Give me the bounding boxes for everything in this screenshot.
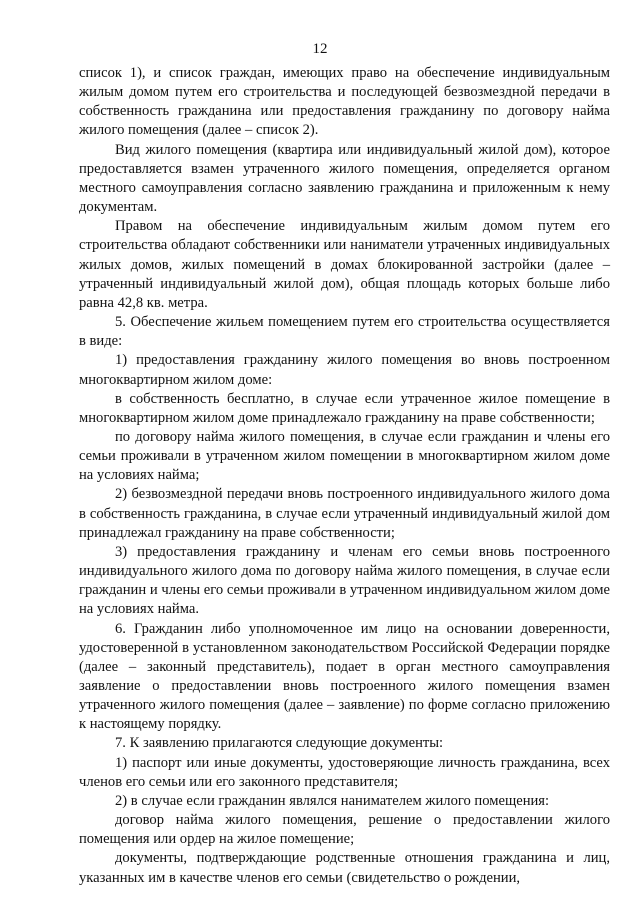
paragraph: договор найма жилого помещения, решение о предоставлении жилого помещения или ордер на жилое помещение; xyxy=(79,812,610,848)
paragraph: документы, подтверждающие родственные отношения гражданина и лиц, указанных им в качестве членов его семьи (свидетельство о рождении, xyxy=(79,850,610,886)
document-body xyxy=(79,64,610,888)
paragraph: 1) предоставления гражданину жилого помещения во вновь построенном многоквартирном жилом доме: xyxy=(79,352,610,388)
paragraph: 6. Гражданин либо уполномоченное им лицо на основании доверенности, удостоверенной в установленном законодательством Российской Федерации порядке (далее – законный представитель), подает в орган местного самоуправления заявление о предоставлении вновь построенного жилого помещения взамен утраченного жилого помещения (далее – заявление) по форме согласно приложению к настоящему порядку. xyxy=(79,620,610,733)
paragraph: в собственность бесплатно, в случае если утраченное жилое помещение в многоквартирном жилом доме принадлежало гражданину на праве собственности; xyxy=(79,390,610,426)
page-number: 12 xyxy=(312,41,328,57)
paragraph: Вид жилого помещения (квартира или индивидуальный жилой дом), которое предоставляется взамен утраченного жилого помещения, определяется органом местного самоуправления согласно заявлению гражданина и приложенным к нему документам. xyxy=(79,141,610,216)
paragraph: список 1), и список граждан, имеющих право на обеспечение индивидуальным жилым домом путем его строительства и последующей безвозмездной передачи в собственность гражданина или предоставления гражданину по договору найма жилого помещения (далее – список 2). xyxy=(79,65,610,139)
paragraph: 2) в случае если гражданин являлся нанимателем жилого помещения: xyxy=(115,792,550,809)
paragraph: Правом на обеспечение индивидуальным жилым домом путем его строительства обладают собственники или наниматели утраченных индивидуальных жилых домов, жилых помещений в домах блокированной застройки (далее – утраченный индивидуальный жилой дом), общая площадь которых больше либо равна 42,8 кв. метра. xyxy=(79,218,610,311)
paragraph: 1) паспорт или иные документы, удостоверяющие личность гражданина, всех членов его семьи или его законного представителя; xyxy=(79,754,610,790)
paragraph: по договору найма жилого помещения, в случае если гражданин и члены его семьи проживали в утраченном жилом помещении в многоквартирном жилом доме на условиях найма; xyxy=(79,428,610,484)
paragraph: 7. К заявлению прилагаются следующие документы: xyxy=(115,735,444,752)
paragraph: 2) безвозмездной передачи вновь построенного индивидуального жилого дома в собственность гражданина, в случае если утраченный индивидуальный жилой дом принадлежал гражданину на праве собственности; xyxy=(79,486,610,541)
paragraph: 3) предоставления гражданину и членам его семьи вновь построенного индивидуального жилого дома по договору найма жилого помещения, в случае если гражданин и члены его семьи проживали в утраченном индивидуальном жилом доме на условиях найма. xyxy=(79,543,610,618)
paragraph: 5. Обеспечение жильем помещением путем его строительства осуществляется в виде: xyxy=(79,314,610,350)
